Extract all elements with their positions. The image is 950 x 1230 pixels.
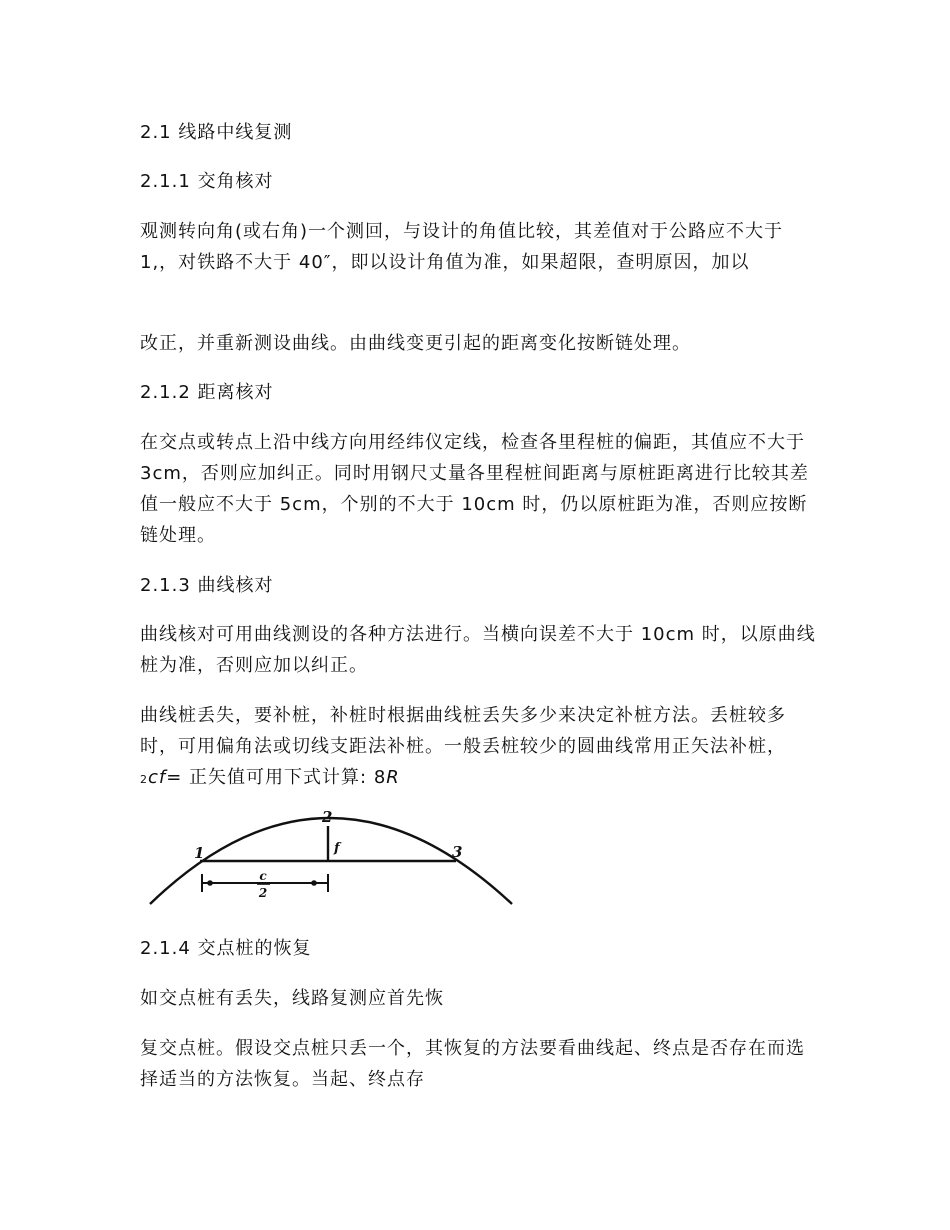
section-heading-2-1: 2.1 线路中线复测: [140, 122, 293, 143]
formula-variable-r: R: [386, 767, 400, 788]
label-point-2: 2: [322, 808, 334, 826]
section-heading-2-1-1: 2.1.1 交角核对: [140, 171, 274, 192]
label-point-3: 3: [452, 843, 464, 861]
label-c: c: [259, 869, 268, 883]
section-heading-2-1-2: 2.1.2 距离核对: [140, 382, 274, 403]
label-point-1: 1: [194, 844, 206, 862]
curve-versine-diagram: [140, 800, 520, 915]
section-heading-2-1-3: 2.1.3 曲线核对: [140, 575, 274, 596]
lost-stakes-text: 曲线桩丢失，要补桩，补桩时根据曲线桩丢失多少来决定补桩方法。丢桩较多时，可用偏角法或切线支距法补桩。一般丢桩较少的圆曲线常用正矢法补桩，: [140, 705, 786, 757]
dimension-dot-right: [311, 880, 317, 886]
paragraph-curve-check: 曲线核对可用曲线测设的各种方法进行。当横向误差不大于 10cm 时，以原曲线桩为准，否则应加以纠正。: [140, 624, 816, 676]
paragraph-distance-check: 在交点或转点上沿中线方向用经纬仪定线，检查各里程桩的偏距，其值应不大于 3cm，否则应加纠正。同时用钢尺丈量各里程桩间距离与原桩距离进行比较其差值一般应不大于 5cm，个别的不大于 10cm 时，仍以原桩距为准，否则应按断链处理。: [140, 432, 809, 546]
paragraph-intersection-recovery: 如交点桩有丢失，线路复测应首先恢: [140, 988, 444, 1009]
label-versine-f: f: [334, 841, 341, 856]
paragraph-lost-stakes: [140, 700, 820, 795]
section-heading-2-1-4: 2.1.4 交点桩的恢复: [140, 938, 312, 959]
formula-variable-cf: cf: [148, 767, 167, 788]
formula-equation-text: = 正矢值可用下式计算: 8: [166, 767, 387, 788]
label-half: 2: [258, 886, 269, 900]
formula-subscript: 2: [140, 773, 148, 786]
curve-diagram-svg: [140, 800, 520, 915]
dimension-dot-left: [207, 880, 213, 886]
paragraph-angle-check: 观测转向角(或右角)一个测回，与设计的角值比较，其差值对于公路应不大于 1,，对铁路不大于 40″，即以设计角值为准，如果超限，查明原因，加以: [140, 221, 784, 273]
paragraph-intersection-method: 复交点桩。假设交点桩只丢一个，其恢复的方法要看曲线起、终点是否存在而选择适当的方法恢复。当起、终点存: [140, 1038, 805, 1090]
paragraph-angle-correction: 改正，并重新测设曲线。由曲线变更引起的距离变化按断链处理。: [140, 333, 691, 354]
